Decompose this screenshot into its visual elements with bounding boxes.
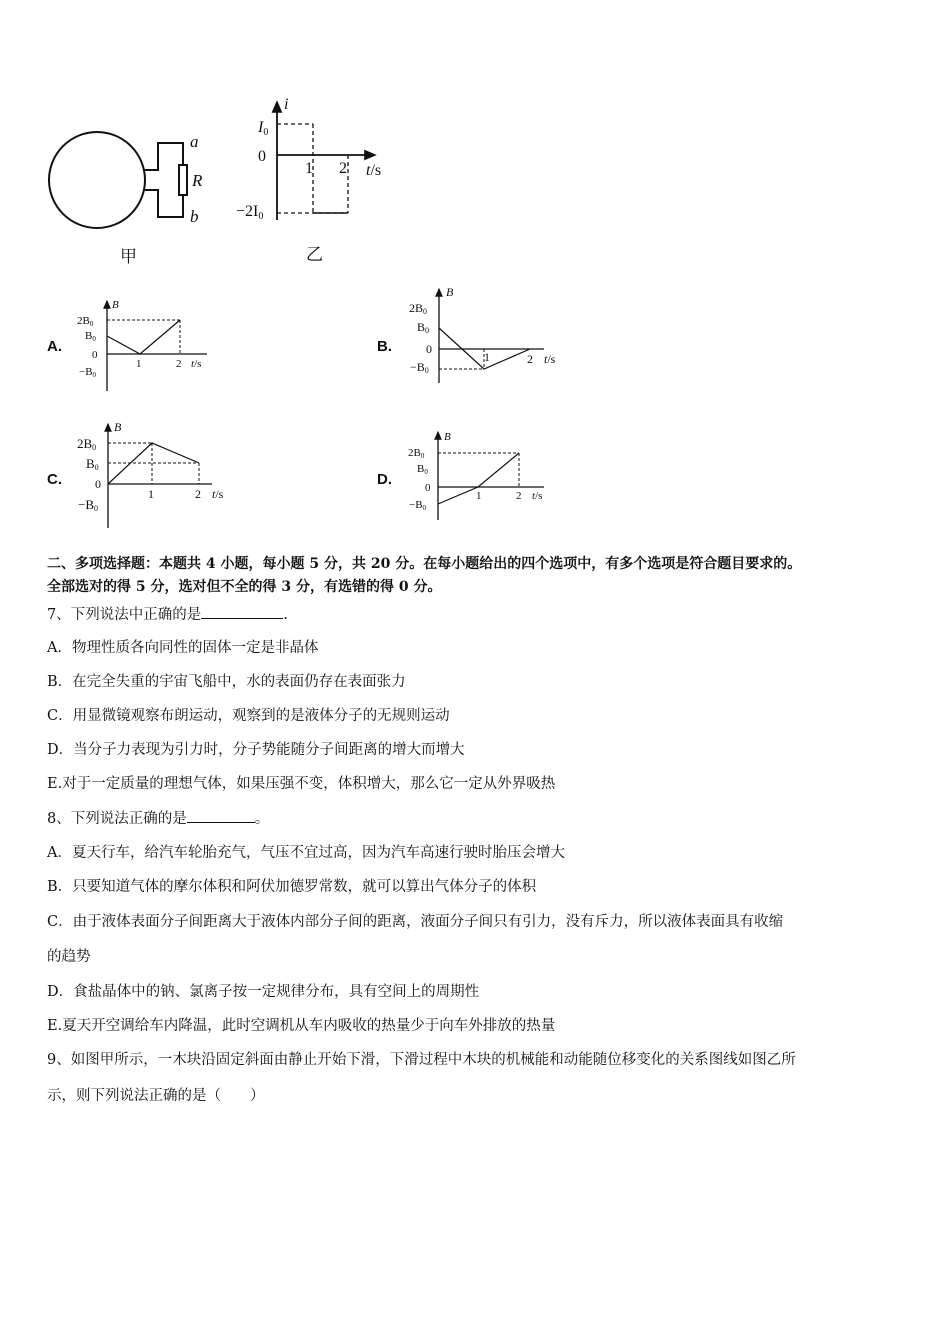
q8-option-b[interactable]: B．只要知道气体的摩尔体积和阿伏加德罗常数，就可以算出气体分子的体积: [47, 879, 537, 895]
caption-yi: 乙: [306, 245, 323, 264]
q7-answer-blank[interactable]: [201, 604, 283, 619]
q8-stem-text: 8、下列说法正确的是: [47, 811, 187, 827]
b0-label: B0: [86, 456, 99, 472]
terminal-a-label: a: [190, 132, 199, 151]
figure-yi-current-graph: [236, 95, 400, 270]
option-d-graph[interactable]: [404, 428, 574, 523]
q8-option-c-line2[interactable]: 的趋势: [47, 949, 91, 965]
b0-label: B0: [417, 463, 428, 476]
t-tick-2: 2: [195, 487, 201, 501]
origin-label: 0: [425, 482, 431, 494]
option-b-graph[interactable]: [404, 283, 574, 388]
level-low-label: −2I0: [236, 203, 264, 222]
two-b0-label: 2B0: [77, 436, 97, 452]
neg-b0-label: −B0: [410, 360, 429, 375]
option-b-label[interactable]: B.: [377, 338, 392, 355]
option-d-label[interactable]: D.: [377, 471, 392, 488]
section2-header-line1: 二、多项选择题：本题共 4 小题，每小题 5 分，共 20 分。在每小题给出的四个选项中，有多个选项是符合题目要求的。: [47, 556, 802, 572]
caption-jia: 甲: [120, 247, 137, 266]
t-axis-label: t/s: [212, 487, 224, 501]
resistor-label: R: [192, 171, 203, 190]
b0-label: B0: [85, 330, 96, 343]
b0-label: B0: [417, 320, 430, 335]
t-tick-1: 1: [305, 160, 313, 177]
t-tick-2: 2: [176, 358, 182, 370]
option-c-graph[interactable]: [72, 418, 242, 530]
q8-option-e[interactable]: E.夏天开空调给车内降温，此时空调机从车内吸收的热量少于向车外排放的热量: [47, 1018, 556, 1034]
neg-b0-label: −B0: [78, 497, 99, 513]
q7-option-b[interactable]: B．在完全失重的宇宙飞船中，水的表面仍存在表面张力: [47, 674, 406, 690]
t-axis-label: t/s: [544, 352, 556, 366]
t-tick-2: 2: [516, 490, 522, 502]
q8-option-d[interactable]: D．食盐晶体中的钠、氯离子按一定规律分布，具有空间上的周期性: [47, 984, 480, 1000]
neg-b0-label: −B0: [409, 499, 427, 512]
option-c-label[interactable]: C.: [47, 471, 62, 488]
q9-stem-line2: 示，则下列说法正确的是（ ）: [47, 1088, 265, 1104]
b-axis-label: B: [446, 285, 454, 299]
two-b0-label: 2B0: [409, 301, 428, 316]
q7-option-a[interactable]: A．物理性质各向同性的固体一定是非晶体: [47, 640, 319, 656]
q8-answer-blank[interactable]: [187, 808, 255, 823]
origin-label: 0: [95, 477, 101, 491]
q8-stem: [47, 808, 920, 829]
q7-option-e[interactable]: E.对于一定质量的理想气体，如果压强不变，体积增大，那么它一定从外界吸热: [47, 776, 556, 792]
origin-label: 0: [92, 349, 98, 361]
b-axis-label: B: [444, 431, 451, 443]
terminal-b-label: b: [190, 207, 199, 226]
loop-coil: [49, 132, 145, 228]
b-curve: [107, 320, 180, 354]
resistor-r: [179, 165, 187, 195]
t-axis-label: t/s: [532, 490, 543, 502]
q9-stem-line1: 9、如图甲所示，一木块沿固定斜面由静止开始下滑，下滑过程中木块的机械能和动能随位移变化的关系图线如图乙所: [47, 1052, 796, 1068]
two-b0-label: 2B0: [408, 447, 425, 460]
t-tick-1: 1: [136, 358, 142, 370]
level-high-label: I0: [258, 119, 269, 138]
q7-option-d[interactable]: D．当分子力表现为引力时，分子势能随分子间距离的增大而增大: [47, 742, 465, 758]
q8-option-a[interactable]: A．夏天行车，给汽车轮胎充气，气压不宜过高，因为汽车高速行驶时胎压会增大: [47, 845, 565, 861]
q7-option-c[interactable]: C．用显微镜观察布朗运动，观察到的是液体分子的无规则运动: [47, 708, 450, 724]
q8-option-c-line1[interactable]: C．由于液体表面分子间距离大于液体内部分子间的距离，液面分子间只有引力，没有斥力，所以液体表面具有收缩: [47, 914, 784, 930]
t-tick-2: 2: [339, 160, 347, 177]
lead-wires: [143, 143, 183, 217]
t-tick-1: 1: [484, 350, 490, 364]
t-axis-label: t/s: [191, 358, 202, 370]
two-b0-label: 2B0: [77, 315, 94, 328]
q7-stem: [47, 604, 920, 625]
b-axis-label: B: [114, 420, 122, 434]
t-tick-2: 2: [527, 352, 533, 366]
option-a-label[interactable]: A.: [47, 338, 62, 355]
section2-header-line2: 全部选对的得 5 分，选对但不全的得 3 分，有选错的得 0 分。: [47, 579, 442, 595]
origin-label: 0: [258, 148, 266, 165]
origin-label: 0: [426, 342, 432, 356]
t-axis-label: t/s: [366, 162, 382, 179]
t-tick-1: 1: [476, 490, 482, 502]
q7-stem-text: 7、下列说法中正确的是: [47, 607, 202, 623]
q8-stem-end: 。: [254, 811, 270, 827]
q7-stem-end: .: [283, 607, 288, 623]
option-a-graph[interactable]: [72, 296, 222, 396]
b-axis-label: B: [112, 299, 119, 311]
i-axis-label: i: [284, 96, 289, 113]
t-tick-1: 1: [148, 487, 154, 501]
figure-jia-circuit: [40, 120, 230, 270]
neg-b0-label: −B0: [79, 366, 97, 379]
